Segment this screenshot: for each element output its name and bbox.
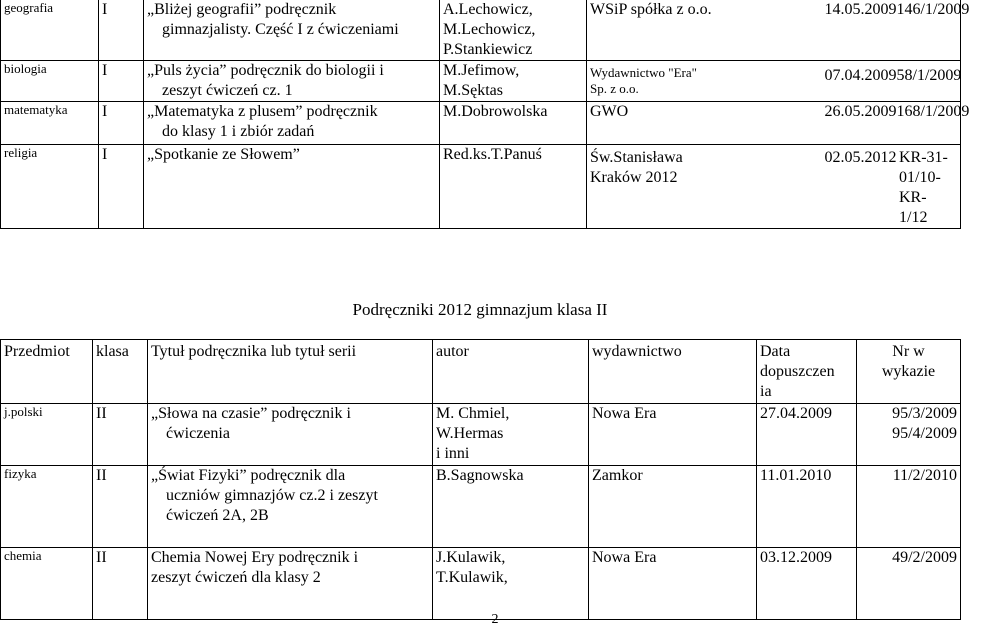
- table-row: [1, 145, 961, 229]
- number-cell: 95/3/2009 95/4/2009: [857, 404, 961, 466]
- subject-cell: matematyka: [1, 102, 99, 145]
- publisher-cell: WSiP spółka z o.o.: [587, 0, 822, 61]
- header-class: klasa: [93, 340, 148, 404]
- date-cell: 11.01.2010: [757, 466, 857, 548]
- approval-date: 14.05.2009: [824, 1, 897, 18]
- approval-date: 07.04.2009: [824, 67, 897, 84]
- date-number-cell: [822, 0, 970, 61]
- title-cell: „Świat Fizyki” podręcznik dla uczniów gimnazjów cz.2 i zeszyt ćwiczeń 2A, 2B: [148, 466, 433, 548]
- author-cell: B.Sagnowska: [433, 466, 589, 548]
- header-publisher: wydawnictwo: [589, 340, 757, 404]
- registry-number: 146/1/2009: [896, 1, 970, 18]
- textbook-table-class-1: [0, 0, 970, 229]
- subject-cell: biologia: [1, 61, 99, 102]
- author-cell: Red.ks.T.Panuś: [440, 145, 587, 229]
- publisher-cell: Nowa Era: [589, 548, 757, 620]
- class-cell: II: [93, 548, 148, 620]
- author-cell: J.Kulawik, T.Kulawik,: [433, 548, 589, 620]
- class-cell: I: [99, 145, 144, 229]
- author-cell: M.Jefimow, M.Sęktas: [440, 61, 587, 102]
- table-row: [1, 0, 961, 61]
- header-number: Nr w wykazie: [857, 340, 961, 404]
- class-cell: I: [99, 61, 144, 102]
- author-cell: M.Dobrowolska: [440, 102, 587, 145]
- number-cell: 11/2/2010: [857, 466, 961, 548]
- title-cell: „Puls życia” podręcznik do biologii i zeszyt ćwiczeń cz. 1: [144, 61, 440, 102]
- table-row: [1, 404, 961, 466]
- publisher-cell: Wydawnictwo "Era" Sp. z o.o.: [587, 61, 822, 102]
- title-cell: „Spotkanie ze Słowem”: [144, 145, 440, 229]
- table-row: [1, 102, 961, 145]
- publisher-cell: Zamkor: [589, 466, 757, 548]
- table-row: [1, 61, 961, 102]
- number-cell: 49/2/2009: [857, 548, 961, 620]
- subject-cell: religia: [1, 145, 99, 229]
- header-row: [1, 340, 961, 404]
- title-cell: „Słowa na czasie” podręcznik i ćwiczenia: [148, 404, 433, 466]
- author-cell: M. Chmiel, W.Hermas i inni: [433, 404, 589, 466]
- table-row: [1, 548, 961, 620]
- publisher-cell: Św.Stanisława Kraków 2012: [587, 145, 822, 229]
- header-title: Tytuł podręcznika lub tytuł serii: [148, 340, 433, 404]
- header-author: autor: [433, 340, 589, 404]
- header-subject: Przedmiot: [1, 340, 93, 404]
- registry-number: 168/1/2009: [896, 103, 970, 120]
- class-cell: I: [99, 0, 144, 61]
- subject-cell: chemia: [1, 548, 93, 620]
- textbook-table-class-2: [0, 339, 961, 620]
- approval-date: 02.05.2012: [824, 149, 897, 166]
- table-row: [1, 466, 961, 548]
- page-number: 2: [491, 612, 499, 627]
- date-number-cell: [822, 145, 961, 229]
- subject-cell: fizyka: [1, 466, 93, 548]
- date-cell: 03.12.2009: [757, 548, 857, 620]
- publisher-cell: GWO: [587, 102, 822, 145]
- registry-number: KR-31- 01/10-KR- 1/12: [899, 149, 948, 226]
- date-number-cell: [822, 61, 961, 102]
- date-cell: 27.04.2009: [757, 404, 857, 466]
- class-cell: II: [93, 466, 148, 548]
- author-cell: A.Lechowicz, M.Lechowicz, P.Stankiewicz: [440, 0, 587, 61]
- registry-number: 58/1/2009: [896, 67, 962, 84]
- title-cell: Chemia Nowej Ery podręcznik i zeszyt ćwiczeń dla klasy 2: [148, 548, 433, 620]
- class-cell: II: [93, 404, 148, 466]
- subject-cell: j.polski: [1, 404, 93, 466]
- header-date: Data dopuszczen ia: [757, 340, 857, 404]
- title-cell: „Bliżej geografii” podręcznik gimnazjalisty. Część I z ćwiczeniami: [144, 0, 440, 61]
- section-title: Podręczniki 2012 gimnazjum klasa II: [352, 300, 608, 319]
- date-number-cell: [822, 102, 970, 145]
- subject-cell: geografia: [1, 0, 99, 61]
- title-cell: „Matematyka z plusem” podręcznik do klasy 1 i zbiór zadań: [144, 102, 440, 145]
- class-cell: I: [99, 102, 144, 145]
- approval-date: 26.05.2009: [824, 103, 897, 120]
- publisher-cell: Nowa Era: [589, 404, 757, 466]
